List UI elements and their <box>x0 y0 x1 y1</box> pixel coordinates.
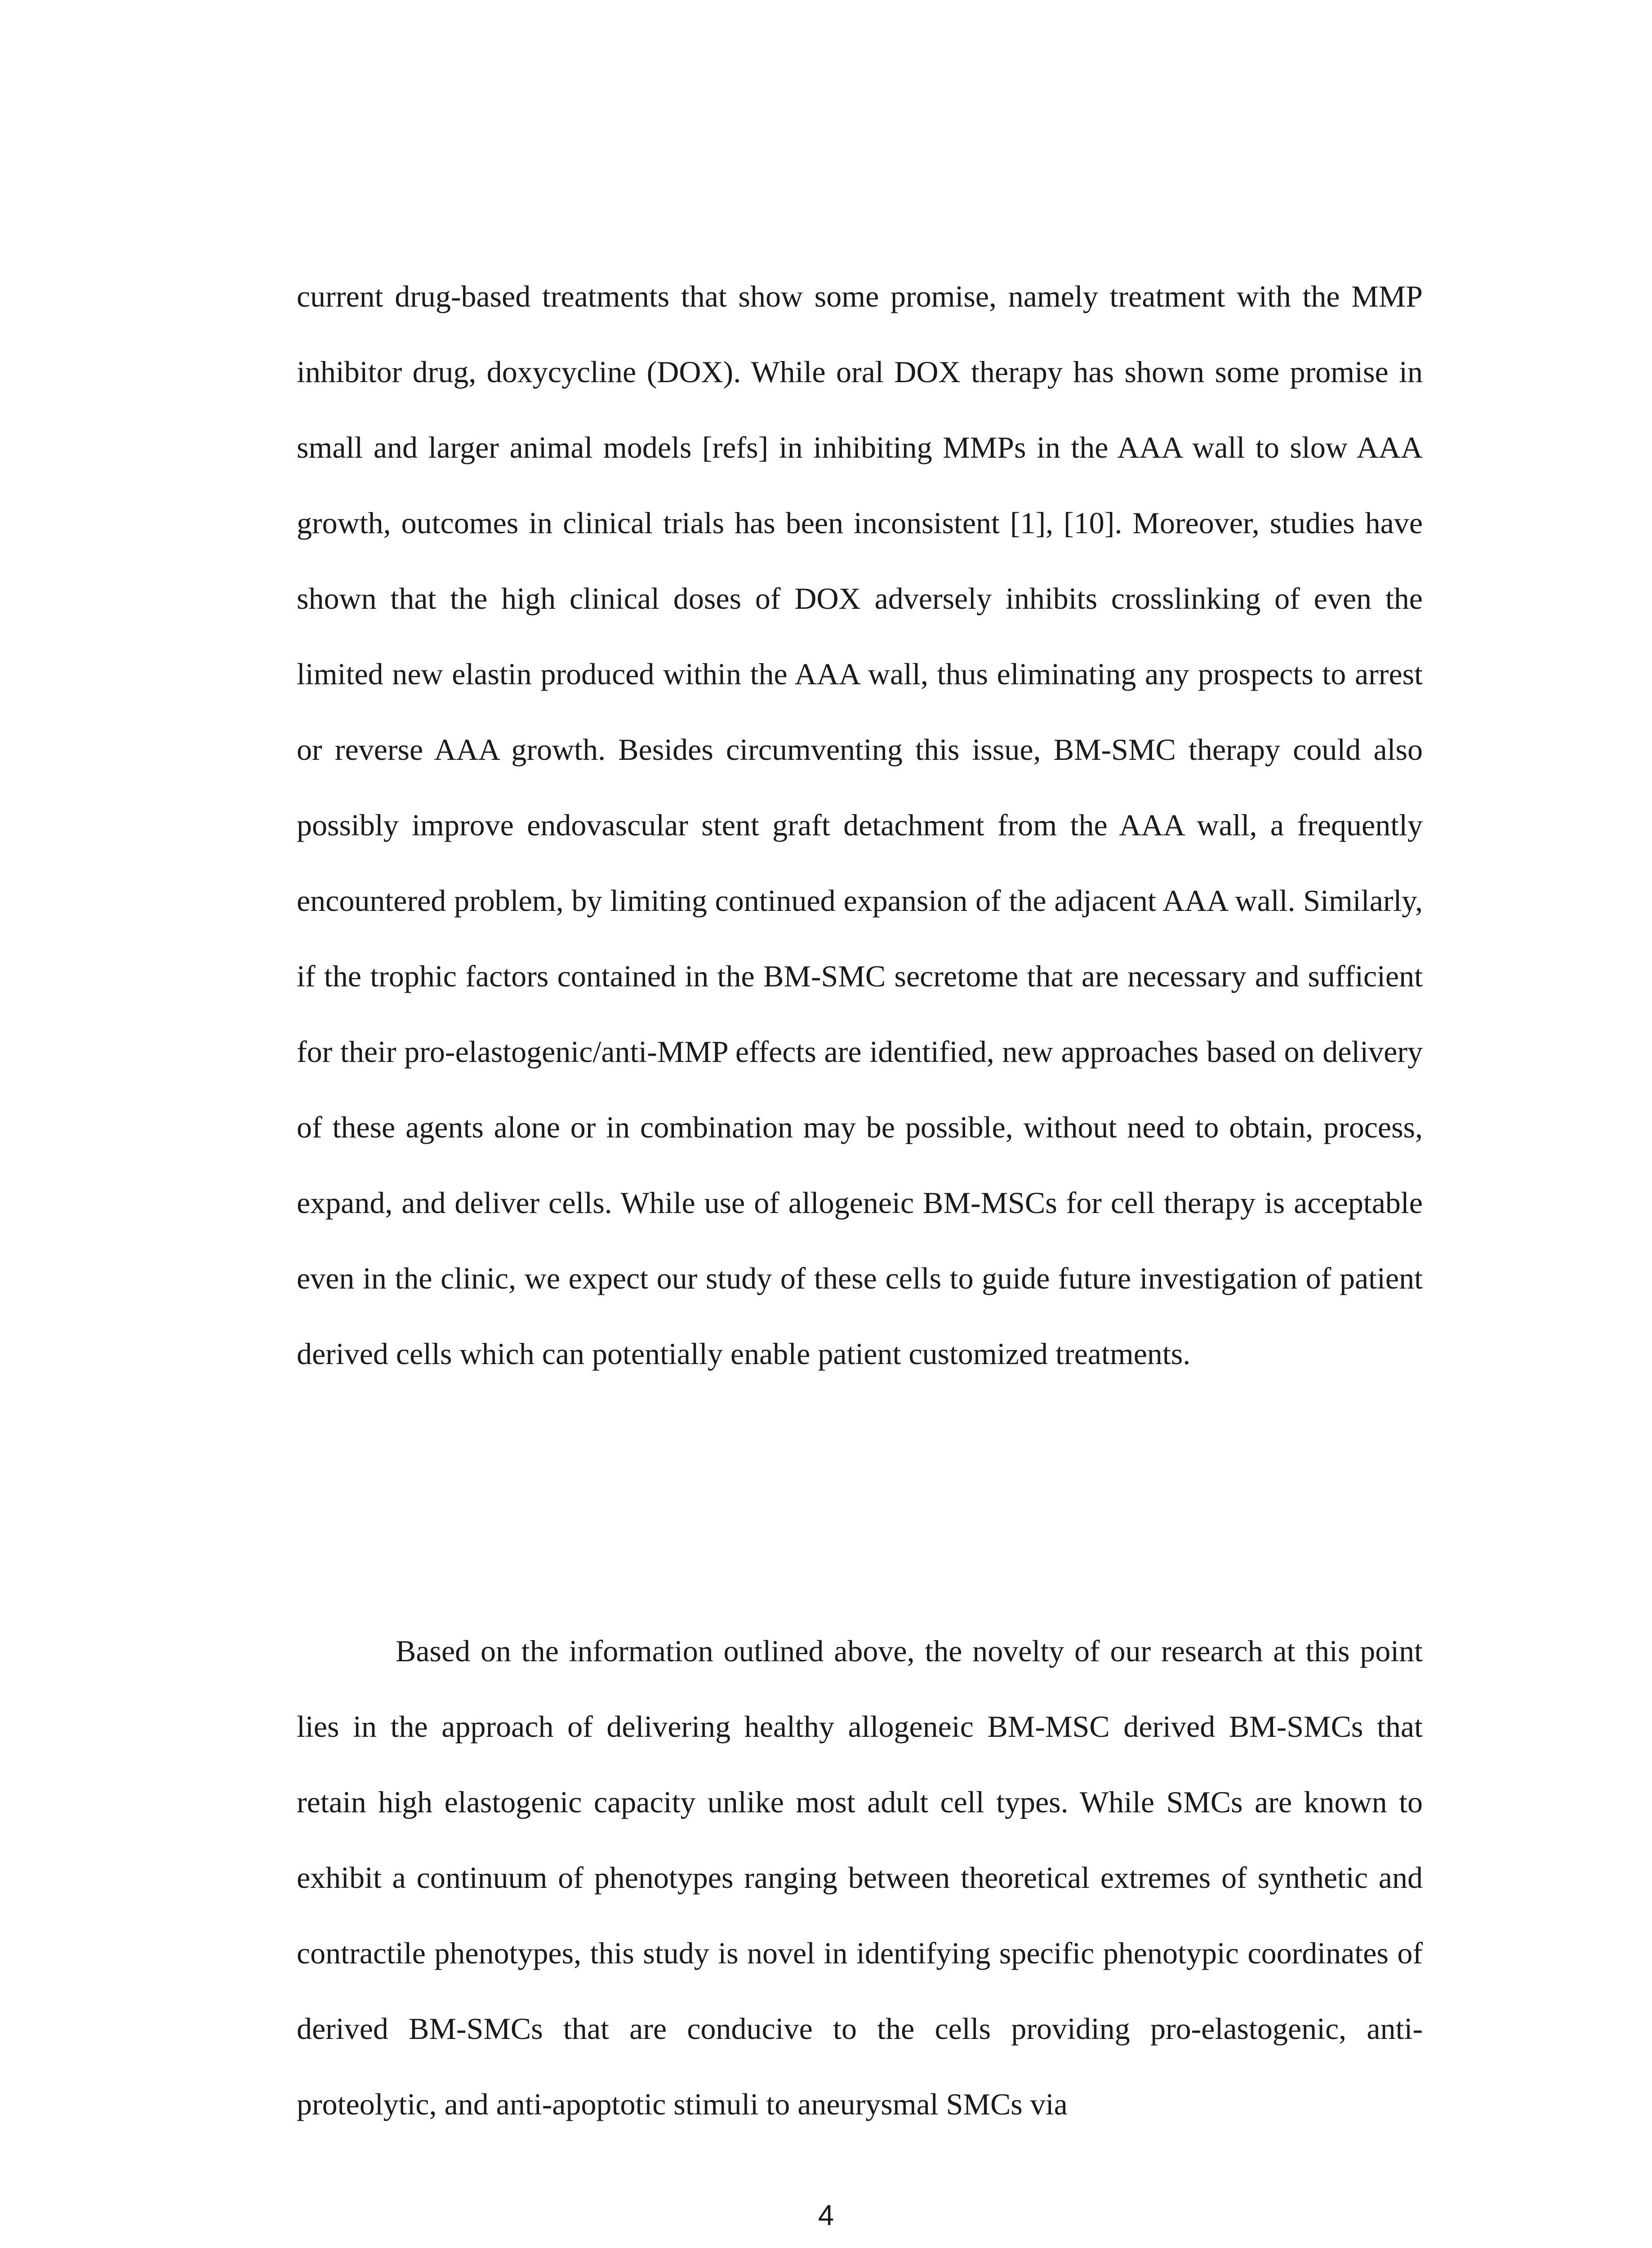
paragraph-1-text: current drug-based treatments that show some promise, namely treatment with the MMP inhibitor drug, doxycycline (DOX). While oral DOX therapy has shown some promise in small and larger animal models [refs] in inhibiting MMPs in the AAA wall to slow AAA growth, outcomes in clinical trials has been inconsistent [1], [10]. Moreover, studies have shown that the high clinical doses of DOX adversely inhibits crosslinking of even the limited new elastin produced within the AAA wall, thus eliminating any prospects to arrest or reverse AAA growth. Besides circumventing this issue, BM-SMC therapy could also possibly improve endovascular stent graft detachment from the AAA wall, a frequently encountered problem, by limiting continued expansion of the adjacent AAA wall. Similarly, if the trophic factors contained in the BM-SMC secretome that are necessary and sufficient for their pro-elastogenic/anti-MMP effects are identified, new approaches based on delivery of these agents alone or in combination may be possible, without need to obtain, process, expand, and deliver cells. While use of allogeneic BM-MSCs for cell therapy is acceptable even in the clinic, we expect our study of these cells to guide future investigation of patient derived cells which can potentially enable patient customized treatments. <box>297 279 1423 1371</box>
paragraph-1 <box>297 259 1423 1392</box>
page-number: 4 <box>818 2199 834 2231</box>
paragraph-2 <box>297 1613 1423 2142</box>
paragraph-2-text: Based on the information outlined above, the novelty of our research at this point lies in the approach of delivering healthy allogeneic BM-MSC derived BM-SMCs that retain high elastogenic capacity unlike most adult cell types. While SMCs are known to exhibit a continuum of phenotypes ranging between theoretical extremes of synthetic and contractile phenotypes, this study is novel in identifying specific phenotypic coordinates of derived BM-SMCs that are conducive to the cells providing pro-elastogenic, anti-proteolytic, and anti-apoptotic stimuli to aneurysmal SMCs via <box>297 1634 1423 2121</box>
